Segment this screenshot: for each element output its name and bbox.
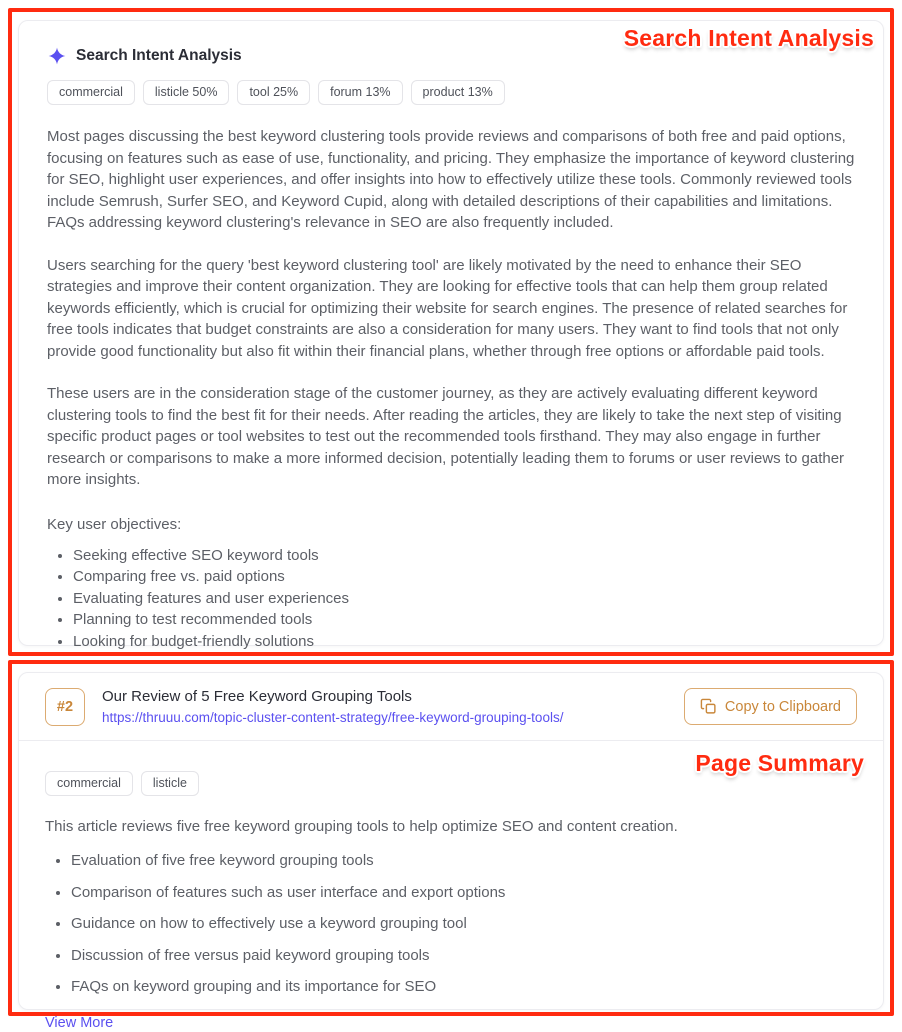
copy-icon (700, 698, 717, 715)
intent-tag-pill: tool 25% (237, 80, 310, 105)
page-bullet-item: • FAQs on keyword grouping and its importance for SEO (71, 976, 857, 998)
objective-item: • Evaluating features and user experiences (73, 588, 855, 610)
page-title-block (102, 688, 563, 725)
objective-item: • Comparing free vs. paid options (73, 566, 855, 588)
page-tag-pill: listicle (141, 771, 199, 796)
page-body (19, 741, 883, 1032)
page-summary-text: This article reviews five free keyword grouping tools to help optimize SEO and content creation. (45, 818, 678, 835)
page-url-link[interactable]: https://thruuu.com/topic-cluster-content-strategy/free-keyword-grouping-tools/ (102, 710, 564, 725)
objectives-list (47, 545, 855, 653)
page-summary-panel (18, 672, 884, 1031)
objective-item: • Planning to test recommended tools (73, 609, 855, 631)
intent-tag-pill: listicle 50% (143, 80, 230, 105)
page-bullet-item: • Discussion of free versus paid keyword grouping tools (71, 945, 857, 967)
intent-tags-row (47, 80, 855, 105)
page-title: Our Review of 5 Free Keyword Grouping Tools (102, 688, 412, 705)
page-bullet-item: • Evaluation of five free keyword grouping tools (71, 850, 857, 872)
page-bullet-item: • Guidance on how to effectively use a keyword grouping tool (71, 913, 857, 935)
copy-to-clipboard-button[interactable] (684, 688, 857, 725)
page-bullet-item: • Comparison of features such as user interface and export options (71, 882, 857, 904)
objectives-heading: Key user objectives: (47, 515, 182, 533)
objective-item: • Looking for budget-friendly solutions (73, 631, 855, 653)
intent-paragraph: Users searching for the query 'best keyword clustering tool' are likely motivated by the need to enhance their SEO strategies and improve their content organization. They are looking for effective tools that can help them group related keywords efficiently, which is crucial for optimizing their website for search engines. The presence of related searches for free tools indicates that budget constraints are also a consideration for many users. They want to find tools that not only provide good functionality but also fit within their financial plans, whether through free options or affordable paid tools. (47, 256, 848, 360)
intent-tag-pill: forum 13% (318, 80, 402, 105)
rank-badge: #2 (45, 688, 85, 726)
intent-tag-pill: product 13% (411, 80, 505, 105)
copy-button-label: Copy to Clipboard (724, 698, 841, 715)
intent-paragraphs (47, 126, 855, 491)
search-intent-panel (18, 20, 884, 650)
sparkle-icon (47, 46, 67, 66)
page-bullet-list (45, 850, 857, 998)
annotation-label-summary: Page Summary (695, 750, 864, 776)
intent-paragraph: These users are in the consideration stage of the customer journey, as they are actively evaluating different keyword clustering tools to find the best fit for their needs. After reading the articles, they are likely to take the next step of visiting specific product pages or tool websites to test out the recommended tools firsthand. They may also engage in further research or comparisons to make a more informed decision, potentially leading them to forums or user reviews to gather more insights. (47, 385, 845, 488)
view-more-link[interactable]: View More (45, 1014, 114, 1031)
annotation-label-intent: Search Intent Analysis (623, 25, 874, 51)
page-header (19, 673, 883, 741)
panel-title: Search Intent Analysis (76, 47, 242, 64)
objective-item: • Seeking effective SEO keyword tools (73, 545, 855, 567)
intent-tag-pill: commercial (47, 80, 135, 105)
page-tag-pill: commercial (45, 771, 133, 796)
intent-paragraph: Most pages discussing the best keyword clustering tools provide reviews and comparisons of both free and paid options, focusing on features such as ease of use, functionality, and pricing. They emphasize the importance of keyword clustering for SEO, highlight user experiences, and offer insights into how to effectively utilize these tools. Commonly reviewed tools include Semrush, Surfer SEO, and Keyword Cupid, along with detailed descriptions of their capabilities and limitations. FAQs addressing keyword clustering's relevance in SEO are also frequently included. (47, 128, 855, 231)
